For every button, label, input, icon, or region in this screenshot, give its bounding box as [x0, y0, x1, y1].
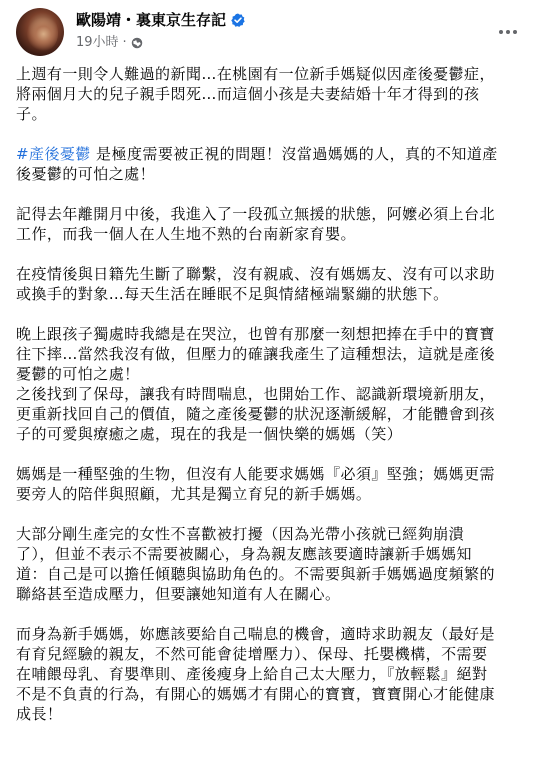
paragraph-3: 記得去年離開月中後，我進入了一段孤立無援的狀態，阿嬤必須上台北 工作，而我一個人在人生地不熟的台南新家育嬰。	[16, 205, 495, 243]
author-name-row	[76, 10, 245, 30]
post-time[interactable]: 19小時	[76, 35, 119, 50]
post-body	[16, 64, 532, 724]
meta-separator: ·	[122, 35, 127, 50]
avatar-photo	[22, 12, 58, 52]
author-name[interactable]: 歐陽靖・裏東京生存記	[76, 11, 227, 29]
paragraph-5: 晚上跟孩子獨處時我總是在哭泣，也曾有那麼一刻想把捧在手中的寶寶 往下摔…當然我沒有做，但壓力的確讓我產生了這種想法，這就是產後 憂鬱的可怕之處！ 之後找到了保母，讓我有時間喘息，也開始工作、認識新環境新朋友， 更重新找回自己的價值，隨之產後憂鬱的狀況逐漸緩解，才能體會到孩 子的可愛與療癒之處，現在的我是一個快樂的媽媽（笑）	[16, 325, 495, 443]
author-avatar[interactable]	[16, 8, 64, 56]
more-options-icon	[498, 29, 518, 35]
post-meta	[76, 34, 143, 52]
verified-badge-icon	[231, 13, 245, 27]
paragraph-2	[16, 144, 532, 184]
paragraph-8: 而身為新手媽媽，妳應該要給自己喘息的機會，適時求助親友（最好是 有育兒經驗的親友，不然可能會徒增壓力）、保母、托嬰機構，不需要 在哺餵母乳、育嬰準則、產後瘦身上給自己太大壓力，『放輕鬆』絕對 不是不負責的行為，有開心的媽媽才有開心的寶寶，寶寶開心才能健康 成長！	[16, 625, 495, 723]
paragraph-4: 在疫情後與日籍先生斷了聯繫，沒有親戚、沒有媽媽友、沒有可以求助 或換手的對象…每天生活在睡眠不足與情緒極端緊繃的狀態下。	[16, 265, 495, 303]
paragraph-7: 大部分剛生產完的女性不喜歡被打擾（因為光帶小孩就已經夠崩潰 了），但並不表示不需要被關心，身為親友應該要適時讓新手媽媽知 道：自己是可以擔任傾聽與協助角色的。不需要與新手媽媽過度頻繁的 聯絡甚至造成壓力，但要讓她知道有人在關心。	[16, 525, 495, 603]
paragraph-6: 媽媽是一種堅強的生物，但沒有人能要求媽媽『必須』堅強；媽媽更需 要旁人的陪伴與照顧，尤其是獨立育兒的新手媽媽。	[16, 465, 495, 503]
hashtag-link[interactable]: #產後憂鬱	[16, 145, 91, 163]
globe-icon[interactable]	[131, 37, 143, 49]
more-options-button[interactable]	[490, 14, 526, 50]
post-header	[16, 8, 526, 56]
paragraph-2-text: 是極度需要被正視的問題！沒當過媽媽的人，真的不知道產 後憂鬱的可怕之處！	[16, 145, 498, 183]
paragraph-1: 上週有一則令人難過的新聞…在桃園有一位新手媽疑似因產後憂鬱症， 將兩個月大的兒子親手悶死…而這個小孩是夫妻結婚十年才得到的孩 子。	[16, 65, 495, 123]
